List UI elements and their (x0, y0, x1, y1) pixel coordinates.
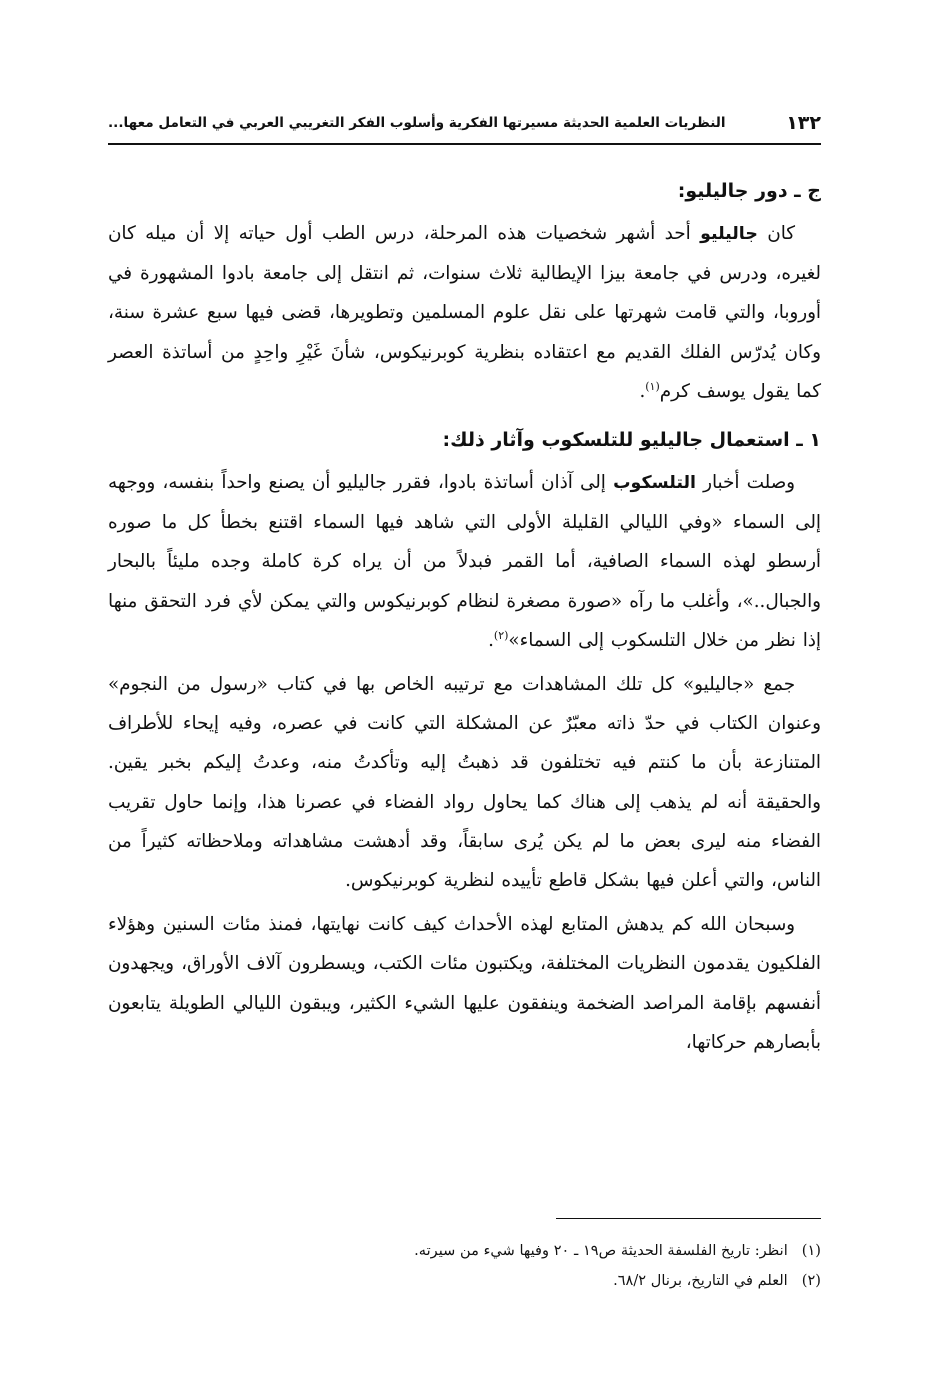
subsection-heading-telescope: ١ ـ استعمال جاليليو للتلسكوب وآثار ذلك: (442, 429, 821, 452)
paragraph-2-text: إلى آذان أساتذة بادوا، فقرر جاليليو أن يصنع واحداً بنفسه، ووجهه إلى السماء «وفي الليالي القليلة الأولى التي شاهد فيها السماء اقتنع بخطأ كل ما صوره أرسطو لهذه السماء الصافية، أما القمر فبدلاً من أن يراه كرة كاملة وجده مليئاً بالبحار والجبال..»، وأغلب ما رآه «صورة مصغرة لنظام كوبرنيكوس والتي يمكن لأي فرد التحقق منها إذا نظر من خلال التلسكوب إلى السماء» (108, 472, 821, 651)
footnote-2 (108, 1266, 821, 1296)
paragraph-1-end: . (639, 380, 646, 402)
paragraph-3: جمع «جاليليو» كل تلك المشاهدات مع ترتيبه الخاص بها في كتاب «رسول من النجوم» وعنوان الكتاب في حدّ ذاته معبّرٌ عن المشكلة التي كانت في عصره، وفيه إيحاء للأطراف المتنازعة بأن ما كنتم فيه تختلفون قد ذهبتُ إليه وتأكدتُ منه، وعدتُ إليكم بخبر يقين. والحقيقة أنه لم يذهب إلى هناك كما يحاول رواد الفضاء في عصرنا هذا، وإنما حاول تقريب الفضاء منه ليرى بعض ما لم يكن يُرى سابقاً، وقد أدهشت مشاهداته وملاحظاته كثيراً من الناس، والتي أعلن فيها بشكل قاطع تأييده لنظرية كوبرنيكوس. (108, 674, 821, 892)
footnote-2-number: (٢) (801, 1272, 821, 1289)
paragraph-2-lead: وصلت أخبار (695, 472, 795, 494)
footnotes (108, 1236, 821, 1296)
keyword-galileo: جاليليو (700, 224, 758, 244)
footnote-ref-1[interactable]: (١) (645, 379, 660, 393)
footnote-2-text: العلم في التاريخ، برنال ٦٨/٢. (613, 1272, 788, 1289)
paragraph-1 (108, 214, 821, 411)
footnote-1 (108, 1236, 821, 1266)
footnote-1-text: انظر: تاريخ الفلسفة الحديثة ص١٩ ـ ٢٠ وفيها شيء من سيرته. (414, 1242, 788, 1259)
paragraph-2-end: . (488, 629, 494, 651)
paragraph-1-text: أحد أشهر شخصيات هذه المرحلة، درس الطب أول حياته إلا أن ميله كان لغيره، ودرس في جامعة بيزا الإيطالية ثلاث سنوات، ثم انتقل إلى جامعة بادوا المشهورة في أوروبا، والتي قامت شهرتها على نقل علوم المسلمين وتطويرها، قضى فيها سبع عشرة سنة، وكان يُدرّس الفلك القديم مع اعتقاده بنظرية كوبرنيكوس، شأنَ غَيْرِ واحِدٍ من أساتذة العصر كما يقول يوسف كرم (108, 223, 821, 402)
section-heading-galileo-role: ج ـ دور جاليليو: (677, 180, 821, 202)
running-title: النظريات العلمية الحديثة مسيرتها الفكرية وأسلوب الفكر التغريبي العربي في التعامل معها... (108, 115, 726, 131)
footnote-1-number: (١) (801, 1242, 821, 1259)
page-header (108, 104, 821, 138)
paragraph-1-lead: كان (757, 223, 795, 244)
page-number: ١٣٢ (786, 112, 821, 134)
paragraph-2 (108, 463, 821, 660)
footnote-ref-2[interactable]: (٢) (493, 628, 509, 642)
paragraph-4: وسبحان الله كم يدهش المتابع لهذه الأحداث كيف كانت نهايتها، فمنذ مئات السنين وهؤلاء الفلكيون يقدمون النظريات المختلفة، ويكتبون مئات الكتب، ويسطرون آلاف الأوراق، ويجهدون أنفسهم بإقامة المراصد الضخمة وينفقون عليها الشيء الكثير، ويبقون الليالي الطويلة يتابعون بأبصارهم حركاتها، (108, 914, 821, 1053)
keyword-telescope: التلسكوب (613, 473, 696, 494)
header-divider (108, 143, 821, 145)
main-text (108, 168, 821, 1062)
footnote-divider (556, 1218, 821, 1219)
